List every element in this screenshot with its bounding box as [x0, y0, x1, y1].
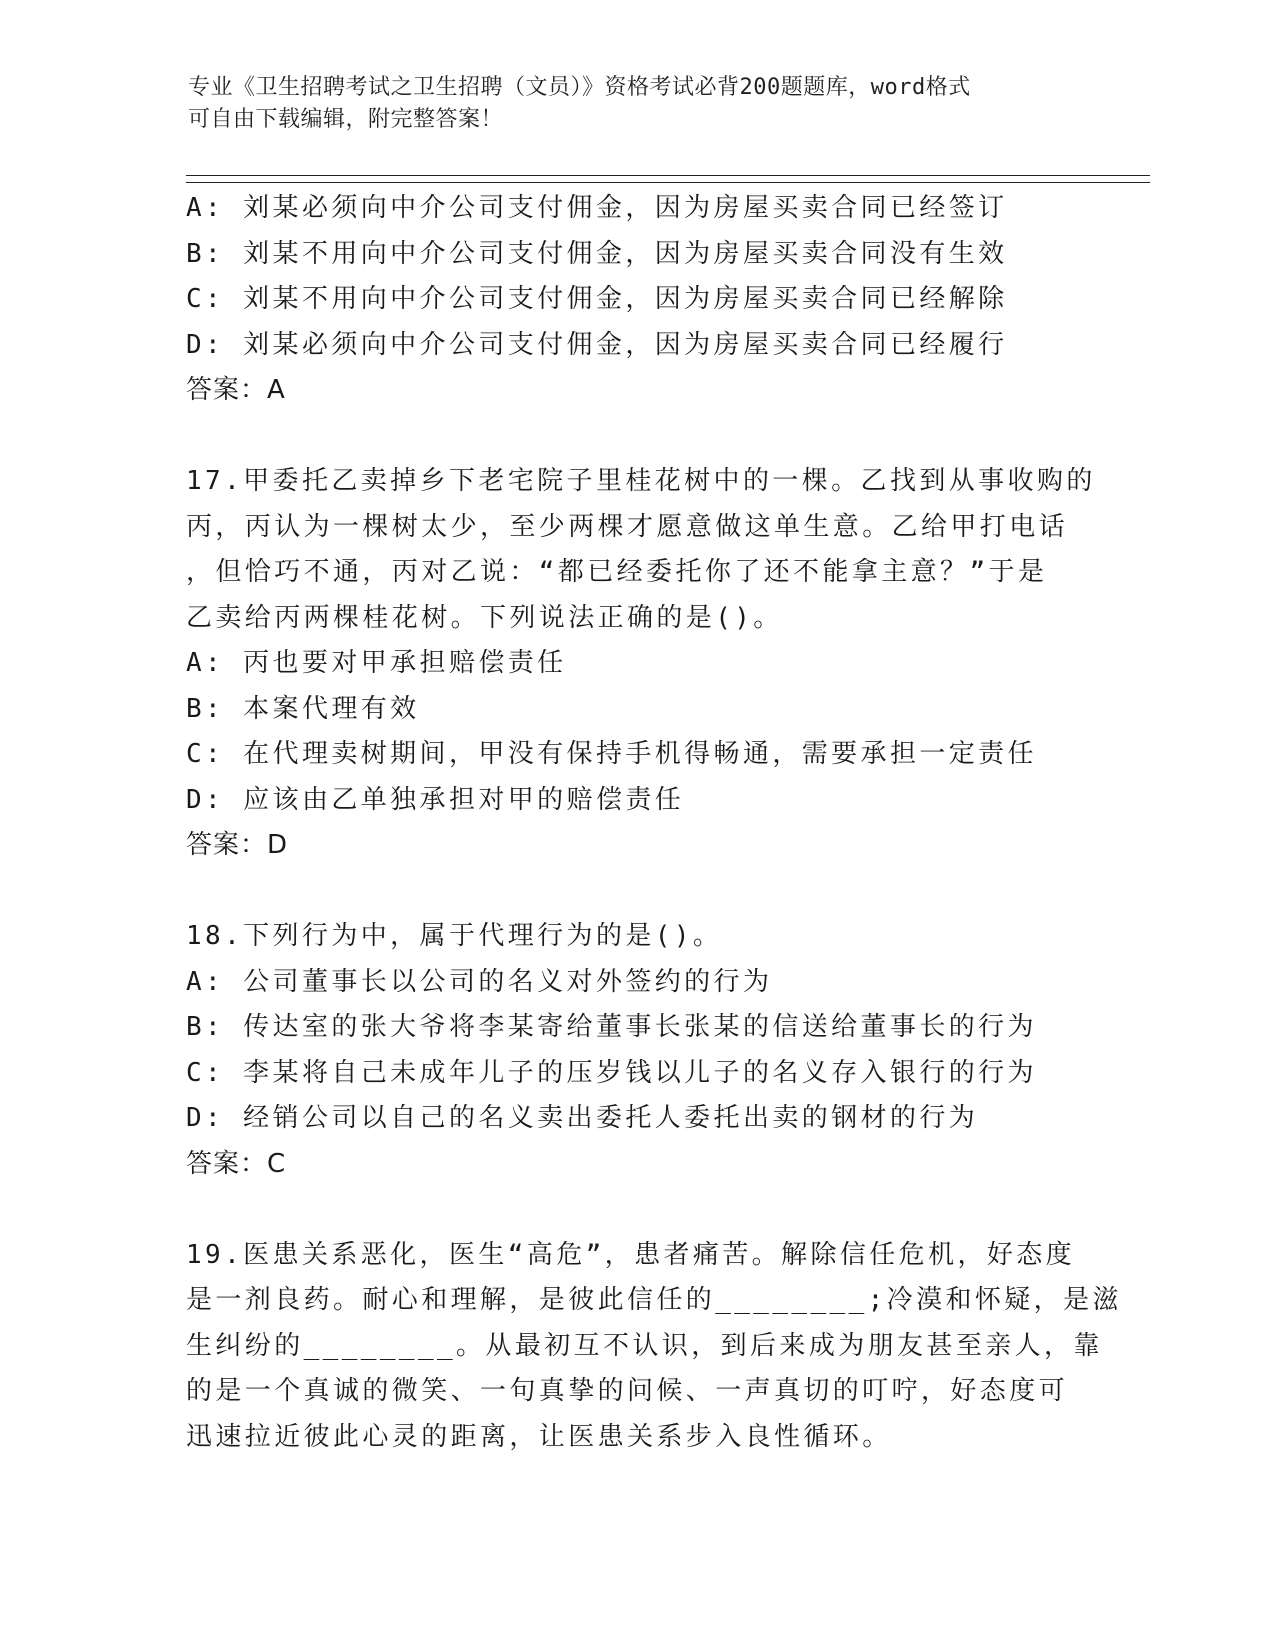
- question-19: [186, 1233, 1122, 1461]
- question-17-stem-line: 17.甲委托乙卖掉乡下老宅院子里桂花树中的一棵。乙找到从事收购的: [186, 466, 1096, 496]
- document-body: [186, 186, 1122, 1460]
- spacer: [186, 414, 1086, 460]
- header-divider: [186, 175, 1150, 183]
- question-16-option-d: D: 刘某必须向中介公司支付佣金，因为房屋买卖合同已经履行: [186, 329, 1008, 360]
- document-header: [188, 72, 1068, 136]
- question-17-option-d: D: 应该由乙单独承担对甲的赔偿责任: [186, 784, 685, 815]
- header-title-line-2: 可自由下载编辑，附完整答案！: [188, 107, 504, 132]
- header-title-line-1: 专业《卫生招聘考试之卫生招聘（文员）》资格考试必背200题题库，word格式: [188, 75, 971, 100]
- question-19-stem-line: 生纠纷的________。从最初互不认识，到后来成为朋友甚至亲人，靠: [186, 1330, 1103, 1361]
- question-18-stem-line: 18.下列行为中，属于代理行为的是()。: [186, 921, 723, 951]
- spacer: [186, 1187, 1086, 1233]
- question-17-stem-line: 丙，丙认为一棵树太少，至少两棵才愿意做这单生意。乙给甲打电话: [186, 511, 1069, 542]
- question-19-stem-line: 迅速拉近彼此心灵的距离，让医患关系步入良性循环。: [186, 1421, 892, 1452]
- question-17-option-a: A: 丙也要对甲承担赔偿责任: [186, 648, 567, 678]
- question-16-option-b: B: 刘某不用向中介公司支付佣金，因为房屋买卖合同没有生效: [186, 238, 1008, 269]
- question-17-stem-line: 乙卖给丙两棵桂花树。下列说法正确的是()。: [186, 602, 783, 633]
- question-18: [186, 914, 1086, 1187]
- question-17-stem-line: ，但恰巧不通，丙对乙说：“都已经委托你了还不能拿主意？”于是: [186, 557, 1048, 587]
- question-16-option-c: C: 刘某不用向中介公司支付佣金，因为房屋买卖合同已经解除: [186, 284, 1008, 314]
- question-18-option-c: C: 李某将自己未成年儿子的压岁钱以儿子的名义存入银行的行为: [186, 1057, 1037, 1088]
- question-16: [186, 186, 1086, 414]
- question-17-option-b: B: 本案代理有效: [186, 693, 420, 724]
- question-19-stem-line: 19.医患关系恶化，医生“高危”，患者痛苦。解除信任危机，好态度: [186, 1239, 1076, 1270]
- question-19-stem-line: 的是一个真诚的微笑、一句真挚的问候、一声真切的叮咛，好态度可: [186, 1376, 1069, 1406]
- question-17: [186, 459, 1096, 869]
- question-18-option-a: A: 公司董事长以公司的名义对外签约的行为: [186, 966, 773, 997]
- question-16-option-a: A: 刘某必须向中介公司支付佣金，因为房屋买卖合同已经签订: [186, 193, 1008, 223]
- question-18-answer: 答案：C: [186, 1148, 287, 1179]
- question-16-answer: 答案：A: [186, 375, 286, 405]
- question-18-option-d: D: 经销公司以自己的名义卖出委托人委托出卖的钢材的行为: [186, 1103, 979, 1133]
- question-19-stem-line: 是一剂良药。耐心和理解，是彼此信任的________;冷漠和怀疑，是滋: [186, 1285, 1122, 1315]
- spacer: [186, 869, 1086, 915]
- question-17-option-c: C: 在代理卖树期间，甲没有保持手机得畅通，需要承担一定责任: [186, 739, 1037, 769]
- question-18-option-b: B: 传达室的张大爷将李某寄给董事长张某的信送给董事长的行为: [186, 1012, 1037, 1042]
- question-17-answer: 答案：D: [186, 830, 289, 860]
